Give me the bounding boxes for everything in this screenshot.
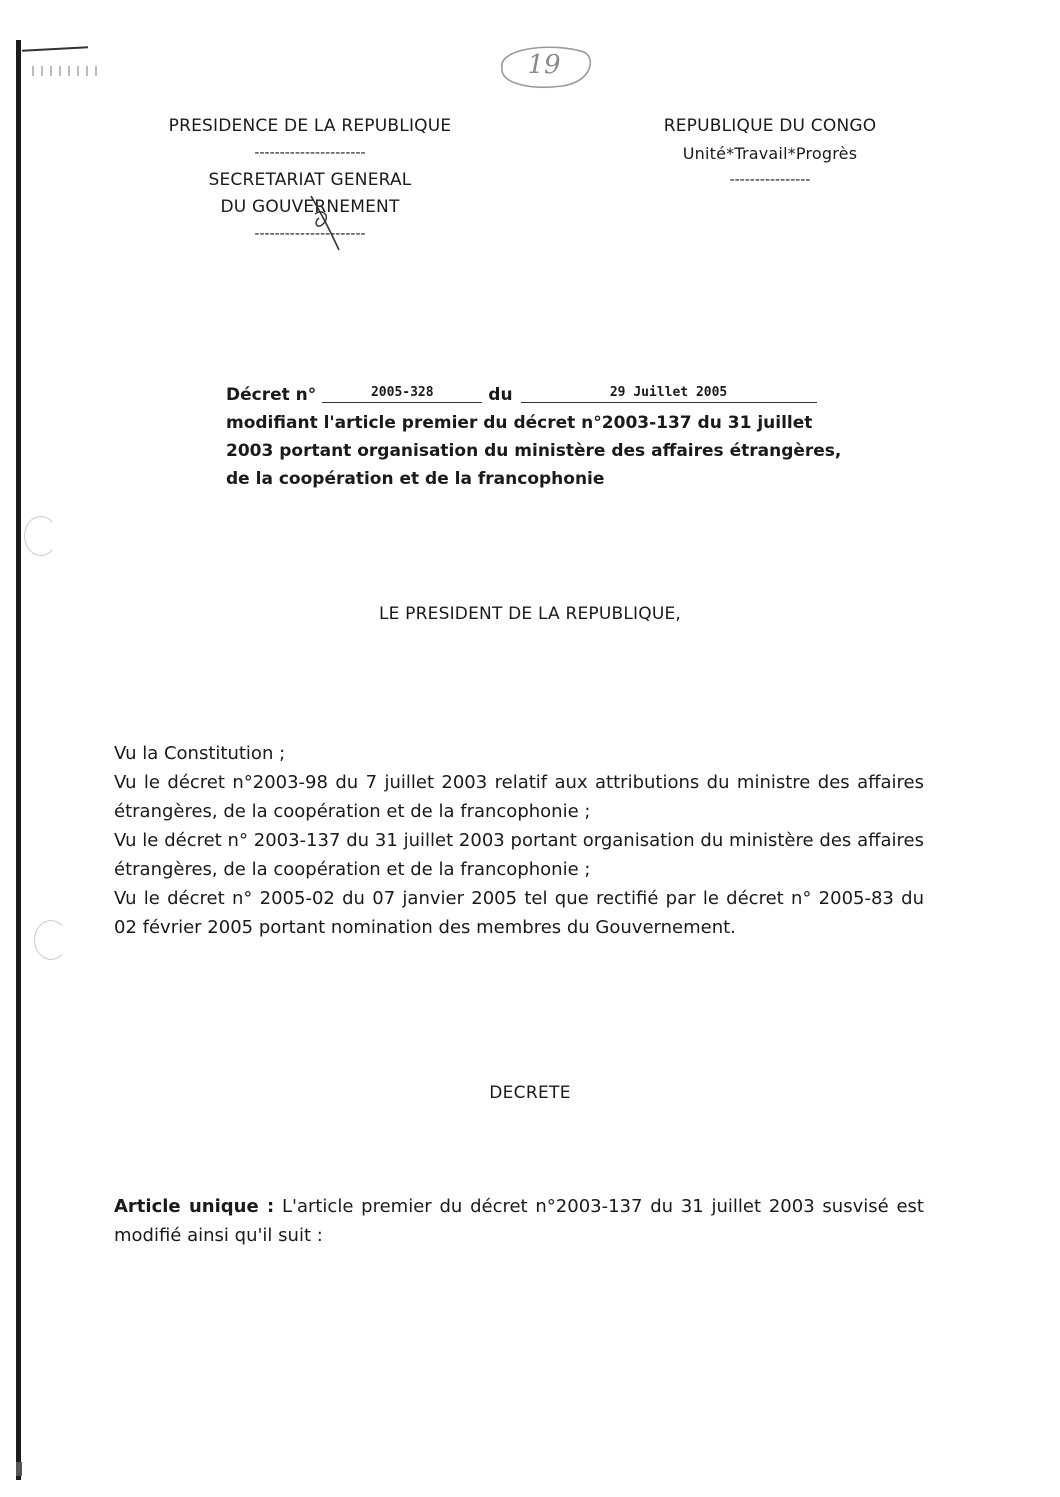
president-heading: LE PRESIDENT DE LA REPUBLIQUE,: [378, 604, 682, 624]
decree-date: 29 Juillet 2005: [521, 384, 817, 403]
punch-hole-icon: [24, 516, 58, 556]
header-secretariat: SECRETARIAT GENERAL: [208, 170, 412, 190]
header-motto: Unité*Travail*Progrès: [682, 144, 858, 163]
decree-prefix: Décret n°: [226, 385, 317, 405]
scan-edge-mark: [22, 46, 88, 51]
visa-section: [114, 739, 924, 942]
decrete-heading: DECRETE: [489, 1083, 571, 1103]
punch-hole-icon: [34, 920, 68, 960]
scan-specks: [32, 66, 102, 76]
visa-item: Vu le décret n° 2005-02 du 07 janvier 2005 tel que rectifié par le décret n° 2005-83 du 02 février 2005 portant nomination des membres du Gouvernement.: [114, 888, 924, 938]
decree-title-line: modifiant l'article premier du décret n°2003-137 du 31 juillet: [226, 413, 813, 433]
decree-title: [226, 381, 866, 493]
visa-item: Vu le décret n°2003-98 du 7 juillet 2003 relatif aux attributions du ministre des affaires étrangères, de la coopération et de la francophonie ;: [114, 772, 924, 822]
article-text: L'article premier du décret n°2003-137 du 31 juillet 2003 susvisé est modifié ainsi qu'il suit :: [114, 1196, 924, 1246]
article-lead: Article unique :: [114, 1196, 275, 1217]
scan-left-edge: [16, 40, 21, 1480]
header-separator: ----------------------: [254, 145, 366, 161]
header-presidence: PRESIDENCE DE LA REPUBLIQUE: [168, 116, 452, 136]
visa-item: Vu le décret n° 2003-137 du 31 juillet 2003 portant organisation du ministère des affaires étrangères, de la coopération et de la francophonie ;: [114, 830, 924, 880]
decree-title-line: de la coopération et de la francophonie: [226, 469, 605, 489]
visa-item: Vu la Constitution ;: [114, 743, 286, 764]
handwritten-mark-icon: [305, 190, 345, 254]
decree-du-label: du: [488, 385, 513, 405]
header-right: [620, 113, 920, 194]
handwritten-page-number: [492, 40, 596, 90]
scan-bottom-mark: [16, 1462, 22, 1476]
header-republique-congo: REPUBLIQUE DU CONGO: [663, 116, 877, 136]
header-gouvernement: DU GOUVERNEMENT: [220, 197, 400, 217]
decree-number: 2005-328: [322, 384, 482, 403]
header-separator: ----------------: [729, 172, 811, 188]
decree-title-line: 2003 portant organisation du ministère des affaires étrangères,: [226, 441, 842, 461]
header-separator: ----------------------: [254, 226, 366, 242]
article-unique: [114, 1192, 924, 1250]
handwritten-number-text: 19: [527, 50, 561, 80]
